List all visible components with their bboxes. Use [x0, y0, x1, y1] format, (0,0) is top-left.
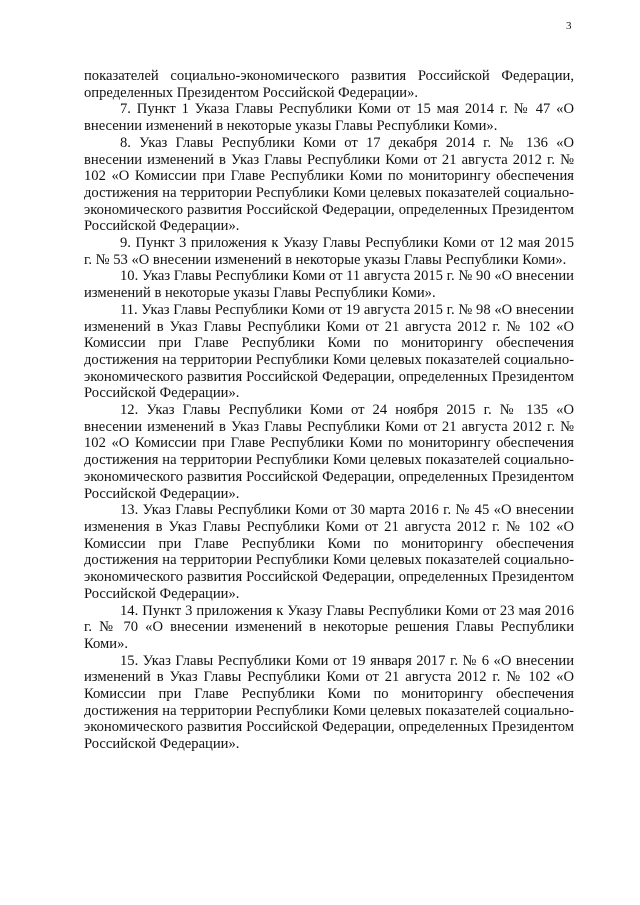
continuation-paragraph: показателей социально-экономического развития Российской Федерации, определенных Президентом Российской Федерации».: [84, 68, 574, 101]
list-item: 11. Указ Главы Республики Коми от 19 августа 2015 г. № 98 «О внесении изменений в Указ Главы Республики Коми от 21 августа 2012 г. № 102 «О Комиссии при Главе Республики Коми по мониторингу обеспечения достижения на территории Республики Коми целевых показателей социально-экономического развития Российской Федерации, определенных Президентом Российской Федерации».: [84, 301, 574, 402]
list-item: 12. Указ Главы Республики Коми от 24 ноября 2015 г. № 135 «О внесении изменений в Указ Главы Республики Коми от 21 августа 2012 г. № 102 «О Комиссии при Главе Республики Коми по мониторингу обеспечения достижения на территории Республики Коми целевых показателей социально-экономического развития Российской Федерации, определенных Президентом Российской Федерации».: [84, 402, 574, 502]
list-item: 13. Указ Главы Республики Коми от 30 марта 2016 г. № 45 «О внесении изменения в Указ Главы Республики Коми от 21 августа 2012 г. № 102 «О Комиссии при Главе Республики Коми по мониторингу обеспечения достижения на территории Республики Коми целевых показателей социально-экономического развития Российской Федерации, определенных Президентом Российской Федерации».: [84, 502, 574, 602]
list-item: 8. Указ Главы Республики Коми от 17 декабря 2014 г. № 136 «О внесении изменений в Указ Главы Республики Коми от 21 августа 2012 г. № 102 «О Комиссии при Главе Республики Коми по мониторингу обеспечения достижения на территории Республики Коми целевых показателей социально-экономического развития Российской Федерации, определенных Президентом Российской Федерации».: [84, 134, 574, 235]
document-body: [84, 68, 574, 753]
list-item: 14. Пункт 3 приложения к Указу Главы Республики Коми от 23 мая 2016 г. № 70 «О внесении изменений в некоторые решения Главы Республики Коми».: [84, 602, 574, 652]
list-item: 7. Пункт 1 Указа Главы Республики Коми от 15 мая 2014 г. № 47 «О внесении изменений в некоторые указы Главы Республики Коми».: [84, 101, 574, 135]
page-number: 3: [566, 20, 572, 32]
list-item: 10. Указ Главы Республики Коми от 11 августа 2015 г. № 90 «О внесении изменений в некоторые указы Главы Республики Коми».: [84, 268, 574, 302]
list-item: 15. Указ Главы Республики Коми от 19 января 2017 г. № 6 «О внесении изменений в Указ Главы Республики Коми от 21 августа 2012 г. № 102 «О Комиссии при Главе Республики Коми по мониторингу обеспечения достижения на территории Республики Коми целевых показателей социально-экономического развития Российской Федерации, определенных Президентом Российской Федерации».: [84, 652, 574, 753]
list-item: 9. Пункт 3 приложения к Указу Главы Республики Коми от 12 мая 2015 г. № 53 «О внесении изменений в некоторые указы Главы Республики Коми».: [84, 235, 574, 268]
